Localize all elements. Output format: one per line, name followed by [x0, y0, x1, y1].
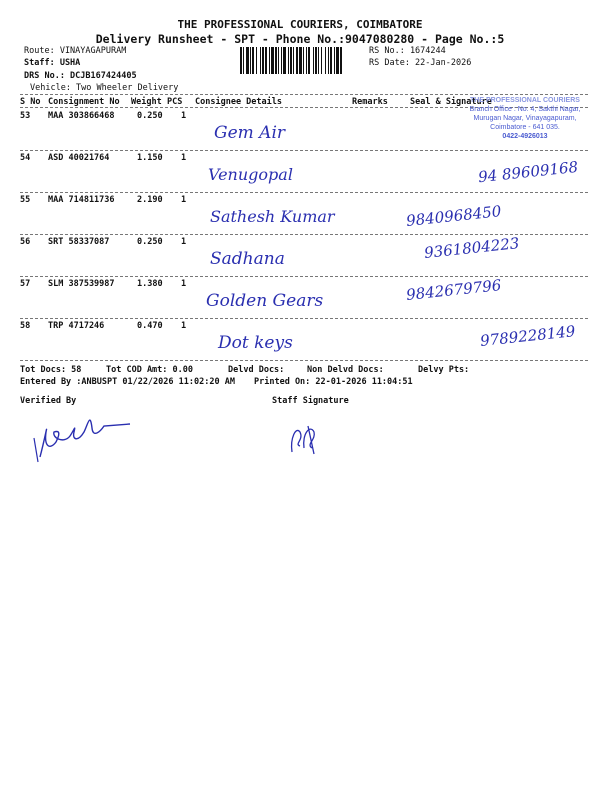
- row-sno: 58: [20, 321, 31, 331]
- row-weight: 0.250: [137, 111, 163, 121]
- staff-label: Staff: USHA: [24, 58, 81, 68]
- runsheet-subtitle: Delivery Runsheet - SPT - Phone No.:9047080280 - Page No.:5: [95, 32, 505, 46]
- row-weight: 1.150: [137, 153, 163, 163]
- row-pcs: 1: [181, 237, 187, 247]
- col-consignee: Consignee Details: [195, 97, 282, 107]
- entered-by: Entered By :ANBUSPT 01/22/2026 11:02:20 AM: [20, 377, 235, 387]
- barcode-bar: [340, 47, 342, 74]
- row-divider: [20, 360, 588, 361]
- table-row: [20, 277, 588, 319]
- verifier-signature: [30, 402, 140, 464]
- row-consignment-no: SRT 58337087: [48, 237, 110, 247]
- drs-number: DRS No.: DCJB167424405: [24, 71, 137, 81]
- col-consignment: Consignment No: [48, 97, 120, 107]
- table-row: [20, 109, 588, 151]
- row-pcs: 1: [181, 321, 187, 331]
- total-cod-amount: Tot COD Amt: 0.00: [106, 365, 193, 375]
- row-weight: 2.190: [137, 195, 163, 205]
- vehicle-label: Vehicle: Two Wheeler Delivery: [30, 83, 179, 93]
- table-row: [20, 319, 588, 361]
- handwritten-phone: 9840968450: [405, 202, 503, 230]
- handwritten-phone: 9361804223: [423, 234, 521, 262]
- table-row: [20, 235, 588, 277]
- row-pcs: 1: [181, 195, 187, 205]
- row-consignment-no: SLM 387539987: [48, 279, 115, 289]
- row-weight: 1.380: [137, 279, 163, 289]
- company-title: THE PROFESSIONAL COURIERS, COIMBATORE: [177, 18, 423, 31]
- handwritten-phone: 9789228149: [479, 322, 577, 350]
- verified-by-label: Verified By: [20, 396, 77, 406]
- col-weight: Weight: [131, 97, 162, 107]
- col-pcs: PCS: [167, 97, 183, 107]
- row-pcs: 1: [181, 111, 187, 121]
- staff-signature-mark: [284, 418, 324, 458]
- row-sno: 56: [20, 237, 31, 247]
- printed-on: Printed On: 22-01-2026 11:04:51: [254, 377, 413, 387]
- col-sno: S No: [20, 97, 41, 107]
- barcode-image: [240, 47, 364, 74]
- row-consignment-no: ASD 40021764: [48, 153, 110, 163]
- non-delivered-docs: Non Delvd Docs:: [307, 365, 384, 375]
- handwritten-consignee-name: Golden Gears: [206, 291, 324, 311]
- handwritten-phone: 94 89609168: [477, 157, 579, 187]
- row-sno: 57: [20, 279, 31, 289]
- row-consignment-no: MAA 714811736: [48, 195, 115, 205]
- delivered-docs: Delvd Docs:: [228, 365, 285, 375]
- row-weight: 0.470: [137, 321, 163, 331]
- row-sno: 54: [20, 153, 31, 163]
- total-docs: Tot Docs: 58: [20, 365, 82, 375]
- row-consignment-no: TRP 4717246: [48, 321, 105, 331]
- handwritten-consignee-name: Sadhana: [210, 249, 285, 269]
- handwritten-phone: 9842679796: [405, 276, 503, 304]
- rs-date: RS Date: 22-Jan-2026: [369, 58, 472, 68]
- handwritten-consignee-name: Dot keys: [218, 333, 293, 353]
- staff-signature-label: Staff Signature: [272, 396, 349, 406]
- row-sno: 55: [20, 195, 31, 205]
- col-remarks: Remarks: [352, 97, 388, 107]
- delivery-points: Delvy Pts:: [418, 365, 470, 375]
- row-pcs: 1: [181, 153, 187, 163]
- route-label: Route: VINAYAGAPURAM: [24, 46, 127, 56]
- handwritten-consignee-name: Venugopal: [208, 165, 293, 184]
- branch-stamp: THE PROFESSIONAL COURIERS Branch Office : No. 4, Sakthi Nagar, Murugan Nagar, Vinayagapuram, Coimbatore - 641 035. 0422-4926013: [469, 97, 581, 140]
- row-pcs: 1: [181, 279, 187, 289]
- row-sno: 53: [20, 111, 31, 121]
- table-row: [20, 193, 588, 235]
- row-weight: 0.250: [137, 237, 163, 247]
- handwritten-consignee-name: Gem Air: [214, 123, 286, 143]
- table-row: [20, 151, 588, 193]
- rs-number: RS No.: 1674244: [369, 46, 446, 56]
- handwritten-consignee-name: Sathesh Kumar: [210, 207, 335, 226]
- row-consignment-no: MAA 303866468: [48, 111, 115, 121]
- col-seal-signature: Seal & Signature: [410, 97, 492, 107]
